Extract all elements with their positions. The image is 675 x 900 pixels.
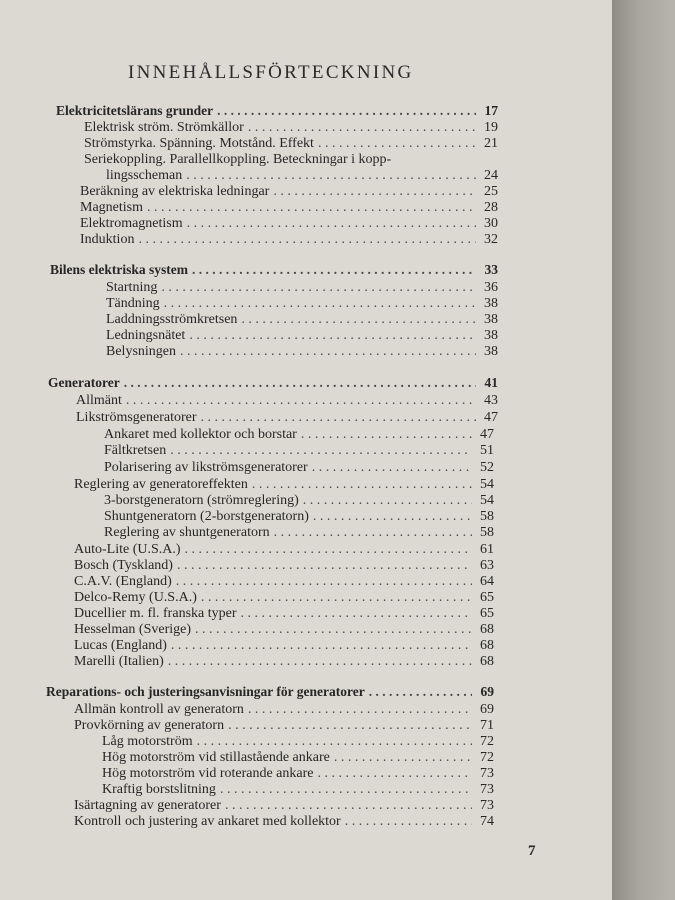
toc-entry-label: Reparations- och justeringsanvisningar för generatorer: [46, 684, 365, 699]
toc-entry-page: 58: [480, 525, 494, 540]
toc-entry-page: 72: [480, 750, 494, 765]
toc-entry-label: Startning: [106, 280, 158, 295]
toc-entry-label: Marelli (Italien): [74, 654, 164, 669]
dot-leader: [312, 460, 472, 476]
toc-entry: [74, 702, 494, 718]
toc-entry-page: 52: [480, 460, 494, 475]
toc-entry: [74, 654, 494, 670]
toc-entry-label: Lucas (England): [74, 638, 167, 653]
toc-entry-label: Elektrisk ström. Strömkällor: [84, 120, 244, 135]
dot-leader: [185, 542, 472, 558]
dot-leader: [345, 814, 472, 830]
toc-entry-label: Isärtagning av generatorer: [74, 798, 221, 813]
toc-entry: [106, 344, 498, 360]
toc-entry: [76, 410, 498, 426]
toc-entry-page: 73: [480, 782, 494, 797]
toc-section-heading: [48, 375, 498, 391]
dot-leader: [176, 574, 472, 590]
dot-leader: [201, 410, 476, 426]
toc-entry-page: 25: [484, 184, 498, 199]
toc-entry-page: 54: [480, 477, 494, 492]
toc-entry-page: 47: [480, 427, 494, 442]
toc-entry-page: 68: [480, 622, 494, 637]
toc-entry-label: Ankaret med kollektor och borstar: [104, 427, 297, 442]
dot-leader: [318, 766, 473, 782]
toc-entry: [74, 718, 494, 734]
toc-entry-page: 38: [484, 312, 498, 327]
toc-entry: [84, 136, 498, 152]
toc-entry: [102, 782, 494, 798]
toc-entry: [106, 312, 498, 328]
dot-leader: [138, 232, 476, 248]
dot-leader: [201, 590, 472, 606]
toc-entry: [74, 798, 494, 814]
toc-entry-page: 71: [480, 718, 494, 733]
toc-entry: [74, 574, 494, 590]
toc-entry-label: Elektromagnetism: [80, 216, 183, 231]
toc-entry: [74, 590, 494, 606]
toc-entry-page: 28: [484, 200, 498, 215]
toc-entry-page: 68: [480, 654, 494, 669]
toc-entry-label: Likströmsgeneratorer: [76, 410, 197, 425]
page-title: INNEHÅLLSFÖRTECKNING: [128, 62, 414, 83]
toc-entry-label: Induktion: [80, 232, 135, 247]
dot-leader: [195, 622, 472, 638]
toc-entry-label: Bosch (Tyskland): [74, 558, 173, 573]
toc-entry-page: 47: [484, 410, 498, 425]
toc-entry-page: 41: [484, 375, 498, 390]
toc-entry-label: Belysningen: [106, 344, 176, 359]
dot-leader: [303, 493, 472, 509]
dot-leader: [225, 798, 472, 814]
toc-entry-page: 68: [480, 638, 494, 653]
toc-entry-label: Beräkning av elektriska ledningar: [80, 184, 270, 199]
dot-leader: [168, 654, 472, 670]
toc-entry: [74, 477, 494, 493]
toc-entry-label: Hesselman (Sverige): [74, 622, 192, 637]
toc-entry-label: Strömstyrka. Spänning. Motstånd. Effekt: [84, 136, 314, 151]
dot-leader: [170, 443, 472, 459]
toc-entry: [106, 168, 498, 184]
toc-section-heading: [50, 262, 498, 278]
toc-entry: [84, 120, 498, 136]
toc-entry: [106, 328, 498, 344]
toc-entry: [80, 184, 498, 200]
toc-section-heading: [56, 103, 498, 119]
toc-entry-label: Polarisering av likströmsgeneratorer: [104, 460, 308, 475]
toc-entry-page: 64: [480, 574, 494, 589]
toc-entry: [104, 493, 494, 509]
toc-entry-label: Delco-Remy (U.S.A.): [74, 590, 197, 605]
toc-entry: [102, 750, 494, 766]
toc-entry-label: Generatorer: [48, 375, 120, 390]
toc-entry-label: lingsscheman: [106, 168, 183, 183]
toc-entry-page: 72: [480, 734, 494, 749]
toc-entry: [74, 542, 494, 558]
toc-entry-page: 33: [484, 262, 498, 277]
toc-entry: [102, 734, 494, 750]
toc-entry-label: Hög motorström vid stillastående ankare: [102, 750, 330, 765]
toc-entry: [80, 216, 498, 232]
toc-entry-label: Tändning: [106, 296, 160, 311]
toc-entry-label: Laddningsströmkretsen: [106, 312, 238, 327]
page-number: 7: [528, 843, 536, 859]
toc-entry: [106, 296, 498, 312]
dot-leader: [301, 427, 472, 443]
toc-entry-page: 21: [484, 136, 498, 151]
toc-entry-label: Kraftig borstslitning: [102, 782, 216, 797]
toc-entry-label: Auto-Lite (U.S.A.): [74, 542, 181, 557]
toc-entry-label: Allmänt: [76, 393, 122, 408]
toc-entry-page: 17: [484, 103, 498, 118]
toc-entry-page: 69: [480, 684, 494, 699]
dot-leader: [248, 702, 472, 718]
dot-leader: [177, 558, 472, 574]
toc-entry-page: 61: [480, 542, 494, 557]
toc-entry-page: 73: [480, 798, 494, 813]
toc-entry: [80, 200, 498, 216]
dot-leader: [241, 312, 476, 328]
toc-entry: [104, 427, 494, 443]
toc-entry-label: Elektricitetslärans grunder: [56, 103, 214, 118]
dot-leader: [369, 684, 472, 700]
toc-entry-label: Reglering av shuntgeneratorn: [104, 525, 270, 540]
toc-entry-label: Fältkretsen: [104, 443, 167, 458]
toc-entry-page: 43: [484, 393, 498, 408]
toc-entry-page: 24: [484, 168, 498, 183]
toc-entry-label: 3-borstgeneratorn (strömreglering): [104, 493, 299, 508]
dot-leader: [126, 393, 476, 409]
toc-entry-page: 32: [484, 232, 498, 247]
toc-entry-page: 36: [484, 280, 498, 295]
dot-leader: [228, 718, 472, 734]
toc-entry-page: 38: [484, 344, 498, 359]
toc-entry-label: Allmän kontroll av generatorn: [74, 702, 244, 717]
book-edge: [612, 0, 675, 900]
dot-leader: [313, 509, 472, 525]
dot-leader: [192, 262, 476, 278]
dot-leader: [220, 782, 472, 798]
toc-entry-continued-label: Seriekoppling. Parallellkoppling. Beteckningar i kopp-: [84, 152, 392, 167]
toc-entry-page: 19: [484, 120, 498, 135]
toc-entry-label: Provkörning av generatorn: [74, 718, 225, 733]
toc-entry-page: 65: [480, 590, 494, 605]
toc-entry-page: 58: [480, 509, 494, 524]
dot-leader: [252, 477, 472, 493]
toc-entry: [102, 766, 494, 782]
dot-leader: [180, 344, 476, 360]
dot-leader: [274, 525, 472, 541]
dot-leader: [248, 120, 476, 136]
dot-leader: [217, 103, 476, 119]
toc-entry-label: Hög motorström vid roterande ankare: [102, 766, 314, 781]
toc-entry-page: 38: [484, 328, 498, 343]
dot-leader: [318, 136, 476, 152]
dot-leader: [124, 375, 476, 391]
toc-entry: [74, 638, 494, 654]
toc-entry: [76, 393, 498, 409]
dot-leader: [273, 184, 476, 200]
toc-entry: [74, 814, 494, 830]
toc-entry-label: Reglering av generatoreffekten: [74, 477, 248, 492]
dot-leader: [161, 280, 476, 296]
toc-entry-label: Ducellier m. fl. franska typer: [74, 606, 237, 621]
toc-entry: [106, 280, 498, 296]
toc-entry: [74, 558, 494, 574]
toc-entry: [104, 509, 494, 525]
toc-entry-page: 65: [480, 606, 494, 621]
toc-entry-page: 51: [480, 443, 494, 458]
toc-entry-label: C.A.V. (England): [74, 574, 172, 589]
toc-entry: [74, 606, 494, 622]
dot-leader: [187, 216, 476, 232]
toc-entry: [80, 232, 498, 248]
dot-leader: [171, 638, 472, 654]
toc-entry-page: 69: [480, 702, 494, 717]
toc-entry-label: Shuntgeneratorn (2-borstgeneratorn): [104, 509, 309, 524]
toc-entry-page: 73: [480, 766, 494, 781]
dot-leader: [197, 734, 472, 750]
dot-leader: [147, 200, 476, 216]
toc-entry-page: 38: [484, 296, 498, 311]
toc-entry-page: 74: [480, 814, 494, 829]
toc-entry: [104, 460, 494, 476]
toc-entry-label: Ledningsnätet: [106, 328, 186, 343]
toc-entry: [74, 622, 494, 638]
toc-entry-label: Magnetism: [80, 200, 143, 215]
dot-leader: [186, 168, 476, 184]
dot-leader: [189, 328, 476, 344]
toc-entry-label: Bilens elektriska system: [50, 262, 188, 277]
toc-entry-page: 30: [484, 216, 498, 231]
toc-entry-page: 63: [480, 558, 494, 573]
dot-leader: [164, 296, 476, 312]
toc-entry: [104, 525, 494, 541]
dot-leader: [334, 750, 472, 766]
toc-entry-page: 54: [480, 493, 494, 508]
dot-leader: [241, 606, 473, 622]
toc-entry-label: Kontroll och justering av ankaret med kollektor: [74, 814, 341, 829]
toc-entry-label: Låg motorström: [102, 734, 193, 749]
toc-entry: [104, 443, 494, 459]
toc-section-heading: [46, 684, 494, 700]
